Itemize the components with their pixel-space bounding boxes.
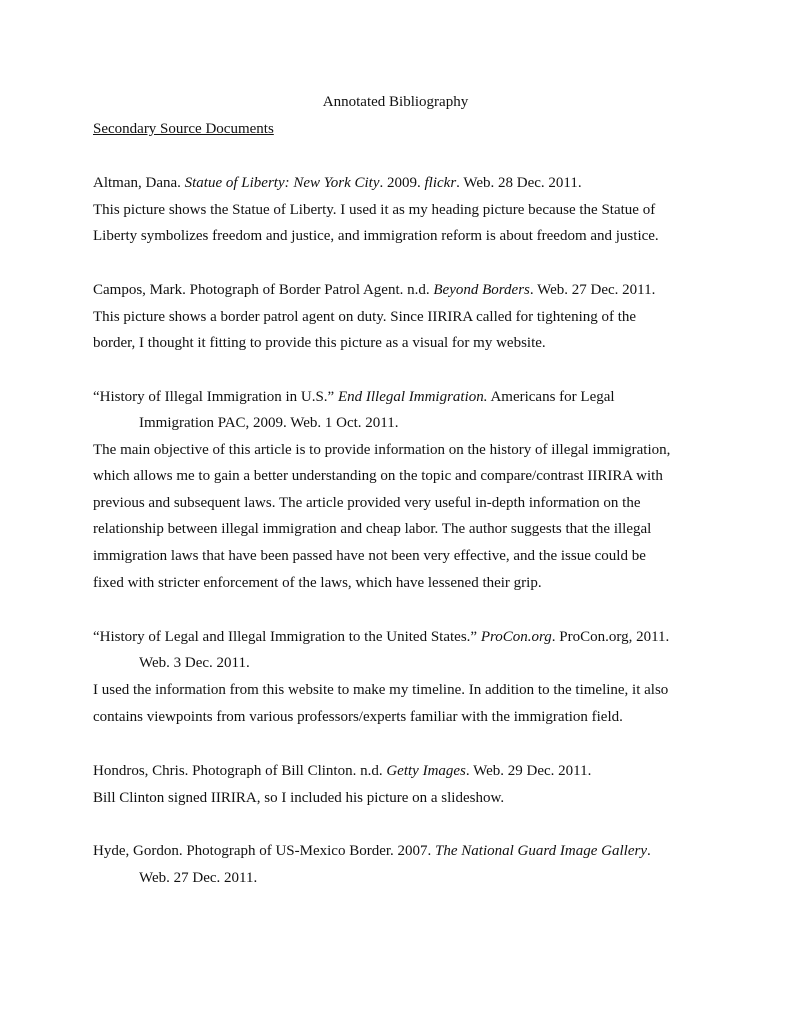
citation-text: Hondros, Chris. Photograph of Bill Clinton. n.d. (93, 763, 387, 779)
citation (93, 281, 655, 299)
citation-title: Beyond Borders (433, 282, 530, 298)
annotation-line: contains viewpoints from various professors/experts familiar with the immigration field. (93, 709, 623, 725)
citation (93, 174, 582, 192)
citation-continuation: Immigration PAC, 2009. Web. 1 Oct. 2011. (139, 415, 399, 431)
citation (93, 842, 651, 860)
citation-text: Campos, Mark. Photograph of Border Patrol Agent. n.d. (93, 282, 434, 298)
citation-publisher: flickr (424, 175, 457, 191)
annotation-line: immigration laws that have been passed have not been very effective, and the issue could be (93, 548, 646, 564)
citation-text: . Web. 27 Dec. 2011. (529, 282, 656, 298)
annotation-line: border, I thought it fitting to provide this picture as a visual for my website. (93, 335, 546, 351)
annotation-line: The main objective of this article is to provide information on the history of illegal immigration, (93, 442, 671, 458)
citation-text: . (646, 843, 651, 859)
annotation-line: I used the information from this website to make my timeline. In addition to the timeline, it also (93, 682, 669, 698)
citation-title: Getty Images (386, 763, 466, 779)
citation-text: . ProCon.org, 2011. (551, 629, 670, 645)
annotation-line: Liberty symbolizes freedom and justice, and immigration reform is about freedom and justice. (93, 228, 659, 244)
citation-title: Statue of Liberty: New York City (184, 175, 380, 191)
citation-text: . Web. 28 Dec. 2011. (456, 175, 582, 191)
citation-title: The National Guard Image Gallery (435, 843, 647, 859)
citation-text: . 2009. (379, 175, 425, 191)
document-title: Annotated Bibliography (322, 94, 469, 110)
citation-text: “History of Illegal Immigration in U.S.” (93, 389, 338, 405)
citation (93, 388, 615, 406)
section-heading: Secondary Source Documents (93, 121, 274, 137)
citation-text: Altman, Dana. (93, 175, 185, 191)
annotation-line: This picture shows the Statue of Liberty. I used it as my heading picture because the Statue of (93, 202, 656, 218)
citation-title: ProCon.org (480, 629, 552, 645)
citation (93, 762, 591, 780)
annotation-line: relationship between illegal immigration and cheap labor. The author suggests that the illegal (93, 521, 652, 537)
annotation-line: previous and subsequent laws. The article provided very useful in-depth information on the (93, 495, 641, 511)
annotation-line: This picture shows a border patrol agent on duty. Since IIRIRA called for tightening of the (93, 309, 637, 325)
annotation-line: fixed with stricter enforcement of the laws, which have lessened their grip. (93, 575, 542, 591)
annotation-line: which allows me to gain a better understanding on the topic and compare/contrast IIRIRA with (93, 468, 663, 484)
annotation-line: Bill Clinton signed IIRIRA, so I included his picture on a slideshow. (93, 790, 505, 806)
citation-text: . Web. 29 Dec. 2011. (465, 763, 592, 779)
citation (93, 628, 669, 646)
citation-continuation: Web. 3 Dec. 2011. (139, 655, 250, 671)
citation-text: Americans for Legal (487, 389, 615, 405)
citation-text: “History of Legal and Illegal Immigration to the United States.” (93, 629, 481, 645)
citation-title: End Illegal Immigration. (337, 389, 488, 405)
citation-text: Hyde, Gordon. Photograph of US-Mexico Border. 2007. (93, 843, 436, 859)
citation-continuation: Web. 27 Dec. 2011. (139, 870, 258, 886)
